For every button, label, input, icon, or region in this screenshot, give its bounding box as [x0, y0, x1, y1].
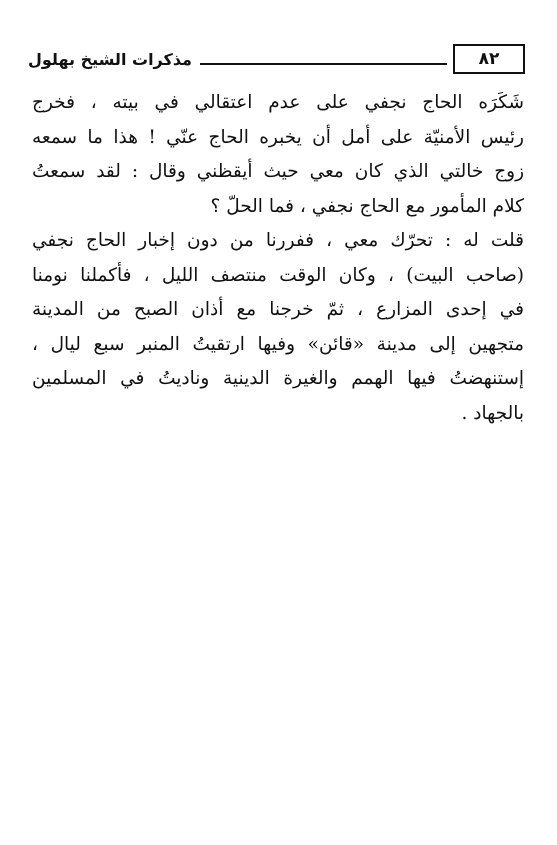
text-line: متجهين إلى مدينة «قائن» وفيها ارتقيتُ المنبر سبع ليال ،	[32, 333, 524, 355]
text-line: إستنهضتُ فيها الهمم والغيرة الدينية وناديتُ في المسلمين	[32, 368, 524, 389]
text-line: (صاحب البيت) ، وكان الوقت منتصف الليل ، فأكملنا نومنا	[32, 264, 524, 286]
text-line: قلت له : تحرّك معي ، ففررنا من دون إخبار الحاج نجفي	[32, 230, 524, 251]
header-rule	[200, 63, 447, 65]
book-title: مذكرات الشيخ بهلول	[28, 50, 192, 69]
page-number-box	[453, 44, 525, 74]
text-line: رئيس الأمنيّة على أمل أن يخبره الحاج عنّي ! هذا ما سمعه	[32, 126, 524, 148]
text-line: شَكَرَه الحاج نجفي على عدم اعتقالي في بيته ، فخرج	[32, 92, 524, 113]
page-header	[28, 44, 525, 78]
text-line: بالجهاد .	[461, 402, 524, 424]
text-line: كلام المأمور مع الحاج نجفي ، فما الحلّ ؟	[210, 195, 524, 217]
body-text	[32, 86, 524, 431]
text-line: زوج خالتي الذي كان معي حيث أيقظني وقال : لقد سمعتُ	[32, 161, 524, 182]
page-number: ٨٢	[478, 49, 500, 69]
text-line: في إحدى المزارع ، ثمّ خرجنا مع أذان الصبح من المدينة	[32, 299, 524, 320]
